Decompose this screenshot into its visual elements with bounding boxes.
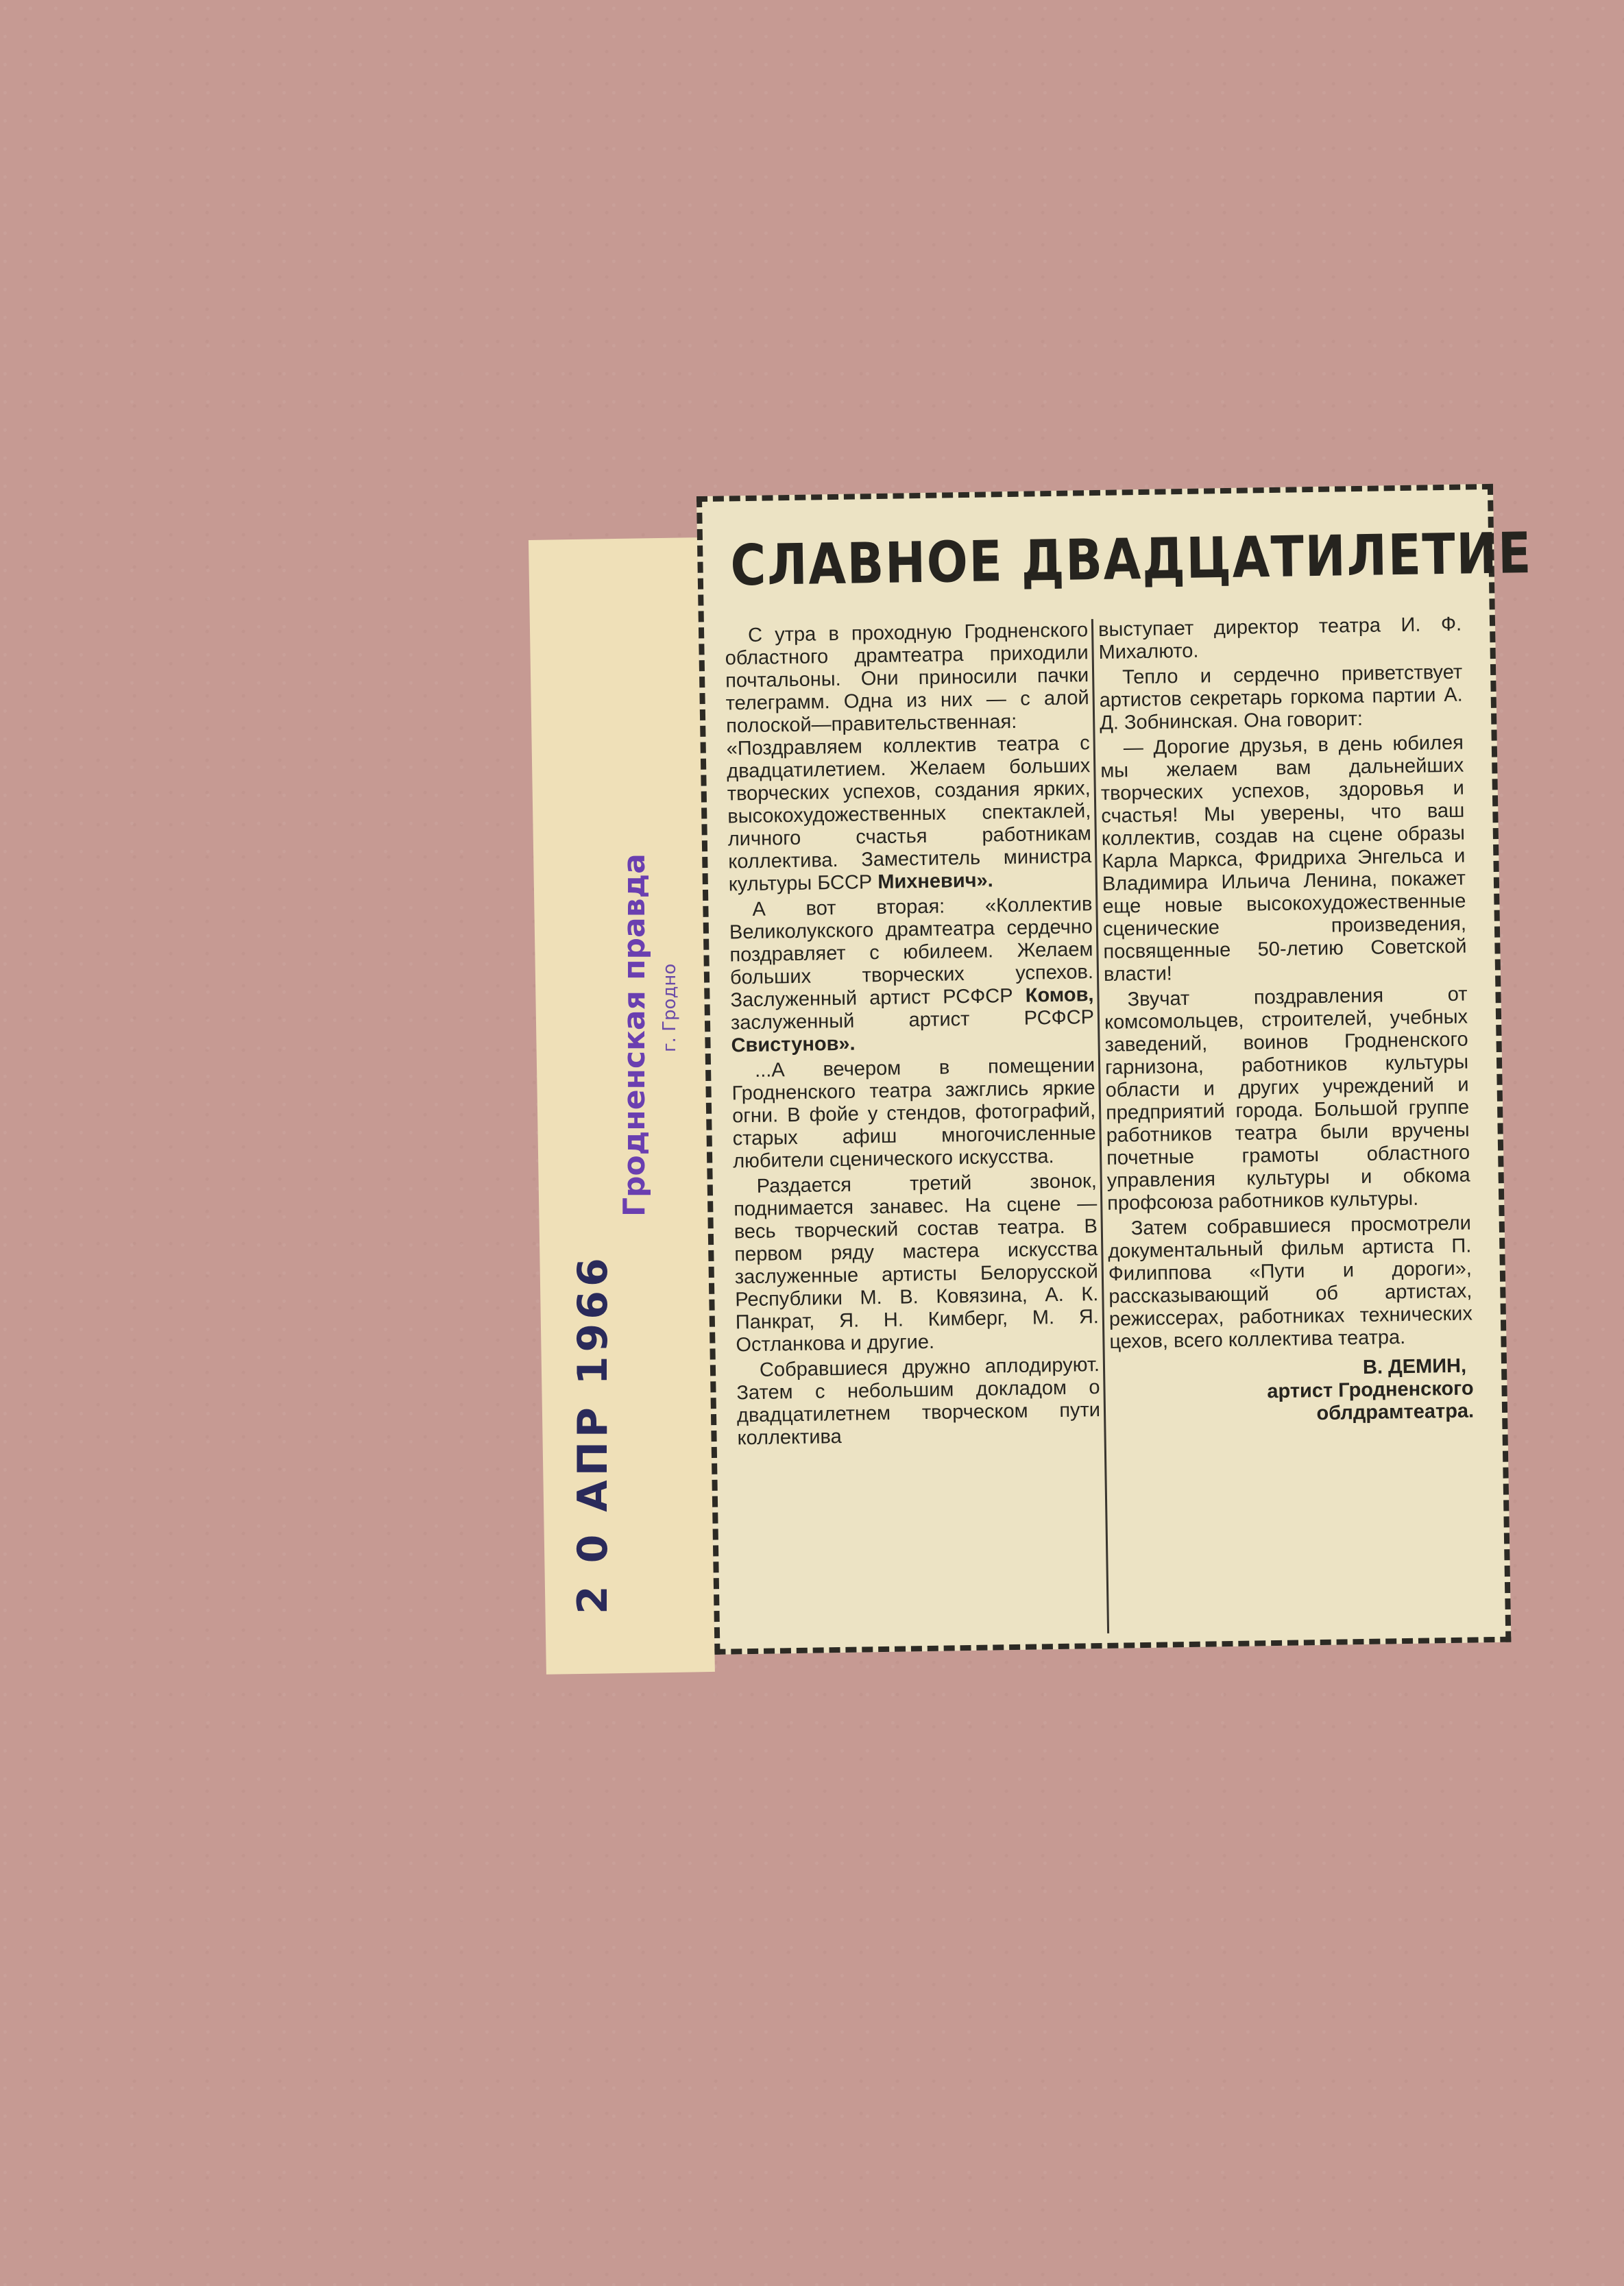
city-stamp: г. Гродно [659, 963, 680, 1052]
name-svistunov: Свистунов». [731, 1032, 856, 1057]
paragraph-7: Тепло и сердечно приветствует артистов секретарь горкома партии А. Д. Зобнинская. Она говорит: [1099, 661, 1463, 734]
paragraph-6: выступает директор театра И. Ф. Михалюто. [1098, 613, 1462, 664]
author-title-1: артист Гродненского [1267, 1377, 1474, 1403]
date-stamp: 2 0 АПР 1966 [569, 1254, 617, 1614]
name-komov: Комов, [1025, 984, 1094, 1007]
komov-tail: заслуженный артист РСФСР [730, 1006, 1095, 1034]
paragraph-2-text: А вот вторая: «Коллектив Великолукского драмтеатра сердечно поздравляет с юбилеем. Желаем больших творческих успехов. Заслуженный артист РСФСР [729, 893, 1094, 1012]
author-title-2: облдрамтеатра. [1316, 1400, 1475, 1425]
paragraph-4: Раздается третий звонок, поднимается занавес. На сцене — весь творческий состав театра. В первом ряду мастера искусства заслуженные артисты Белорусской Республики М. В. Ковязина, А. К. Панкрат, Я. Н. Кимберг, М. Я. Остланкова и другие. [734, 1170, 1100, 1357]
name-mikhnevich: Михневич». [877, 869, 993, 894]
paragraph-3: ...А вечером в помещении Гродненского театра зажглись яркие огни. В фойе у стендов, фотографий, старых афиш многочисленные любители сценического искусства. [731, 1054, 1096, 1173]
newspaper-name-stamp: Гродненская правда [617, 853, 652, 1217]
paragraph-2 [729, 893, 1095, 1057]
paragraph-9: Звучат поздравления от комсомольцев, строителей, учебных заведений, воинов Гродненского гарнизона, работников культуры области и других учреждений и предприятий города. Большой группе работников театра были вручены почетные грамоты областного управления культуры и обкома профсоюза работников культуры. [1104, 983, 1470, 1215]
article [696, 484, 1533, 1655]
article-column-right [1098, 613, 1474, 1428]
paragraph-1 [725, 619, 1092, 896]
paragraph-10: Затем собравшиеся просмотрели документальный фильм артиста П. Филиппова «Пути и дороги», рассказывающий об артистах, режиссерах, работниках технических цехов, всего коллектива театра. [1108, 1212, 1473, 1353]
article-headline: СЛАВНОЕ ДВАДЦАТИЛЕТИЕ [729, 521, 1533, 599]
paragraph-8: — Дорогие друзья, в день юбилея мы желаем вам дальнейших творческих успехов, здоровья и счастья! Мы уверены, что ваш коллектив, создав на сцене образы Карла Маркса, Фридриха Энгельса и Владимира Ильича Ленина, покажет еще новые высокохудожественные сценические произведения, посвященные 50-летию Советской власти! [1100, 731, 1467, 986]
newspaper-clipping [528, 484, 1533, 1678]
paragraph-1-text: С утра в проходную Гродненского областного драмтеатра приходили почтальоны. Они приносили пачки телеграмм. Одна из них — с алой полоской—правительственная: «Поздравляем коллектив театра с двадцатилетием. Желаем больших творческих успехов, создания ярких, высокохудожественных спектаклей, личного счастья работникам коллектива. Заместитель министра культуры БССР [725, 619, 1092, 896]
signature [1110, 1354, 1474, 1428]
paragraph-5: Собравшиеся дружно аплодируют. Затем с небольшим докладом о двадцатилетнем творческом пути коллектива [736, 1354, 1101, 1450]
article-column-left [725, 619, 1101, 1452]
author-name: В. ДЕМИН, [1362, 1354, 1467, 1379]
